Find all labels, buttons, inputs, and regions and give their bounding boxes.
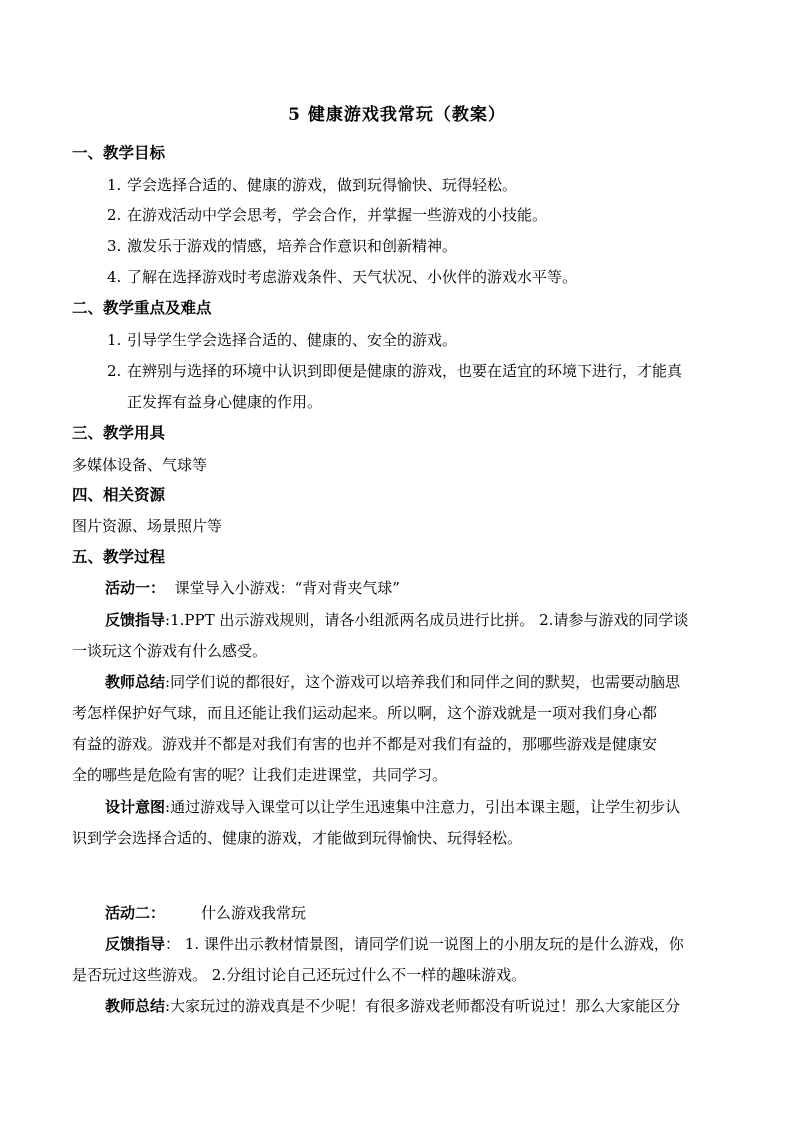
design-intent-text: :通过游戏导入课堂可以让学生迅速集中注意力，引出本课主题，让学生初步认 [165,798,681,816]
section-heading-tools: 三、教学用具 [72,423,166,442]
list-item [107,175,517,195]
list-item [107,236,457,256]
list-number: 2. [107,362,122,380]
feedback-text-cont: 一谈玩这个游戏有什么感受。 [72,642,268,660]
tools-text: 多媒体设备、气球等 [72,456,208,474]
list-text: 了解在选择游戏时考虑游戏条件、天气状况、小伙伴的游戏水平等。 [127,268,578,286]
summary-line [105,672,680,692]
list-item [107,205,547,225]
feedback-label: 反馈指导 [105,611,166,629]
design-intent-text-cont: 识到学会选择合适的、健康的游戏，才能做到玩得愉快、玩得轻松。 [72,829,523,847]
section-heading-resources: 四、相关资源 [72,485,166,504]
list-item [107,361,682,381]
list-number: 4. [107,268,122,286]
summary-text-cont: 全的哪些是危险有害的呢？让我们走进课堂，共同学习。 [72,766,448,784]
section-heading-objectives: 一、教学目标 [72,143,166,162]
activity-1 [105,578,400,598]
list-number: 3. [107,237,122,255]
resources-text: 图片资源、场景照片等 [72,517,223,535]
summary-label: 教师总结 [105,997,166,1015]
summary-text-cont: 有益的游戏。游戏并不都是对我们有害的也并不都是对我们有益的，那哪些游戏是健康安 [72,735,658,753]
list-number: 1. [107,176,122,194]
activity-title: 什么游戏我常玩 [201,904,307,922]
list-number: 1. [107,331,122,349]
summary-text: :大家玩过的游戏真是不少呢！有很多游戏老师都没有听说过！那么大家能区分 [165,997,681,1015]
feedback-text: ： 1. 课件出示教材情景图，请同学们说一说图上的小朋友玩的是什么游戏，你 [165,935,684,953]
feedback-text-cont: 是否玩过这些游戏。 2.分组讨论自己还玩过什么不一样的趣味游戏。 [72,966,527,984]
summary-line [105,996,680,1016]
list-item [107,267,577,287]
feedback-line [105,934,684,954]
feedback-text: :1.PPT 出示游戏规则，请各小组派两名成员进行比拼。 2.请参与游戏的同学谈 [165,611,689,629]
activity-label: 活动一： [105,579,166,597]
feedback-label: 反馈指导 [105,935,166,953]
list-item [107,330,457,350]
design-intent-label: 设计意图 [105,798,166,816]
summary-text: :同学们说的都很好，这个游戏可以培养我们和同伴之间的默契，也需要动脑思 [165,673,681,691]
summary-label: 教师总结 [105,673,166,691]
list-item-continuation: 正发挥有益身心健康的作用。 [127,393,323,411]
summary-text-cont: 考怎样保护好气球，而且还能让我们运动起来。所以啊，这个游戏就是一项对我们身心都 [72,704,658,722]
activity-2 [105,903,306,923]
feedback-line [105,610,688,630]
list-number: 2. [107,206,122,224]
activity-label: 活动二： [105,904,166,922]
page-title: 5 健康游戏我常玩（教案） [288,105,506,125]
design-intent-line [105,797,680,817]
list-text: 学会选择合适的、健康的游戏，做到玩得愉快、玩得轻松。 [127,176,518,194]
activity-title: 课堂导入小游戏：“背对背夹气球” [174,579,400,597]
list-text: 引导学生学会选择合适的、健康的、安全的游戏。 [127,331,458,349]
list-text: 激发乐于游戏的情感，培养合作意识和创新精神。 [127,237,458,255]
list-text: 在辨别与选择的环境中认识到即便是健康的游戏，也要在适宜的环境下进行，才能真 [127,362,683,380]
list-text: 在游戏活动中学会思考，学会合作，并掌握一些游戏的小技能。 [127,206,548,224]
section-heading-process: 五、教学过程 [72,547,166,566]
section-heading-key-points: 二、教学重点及难点 [72,298,212,317]
